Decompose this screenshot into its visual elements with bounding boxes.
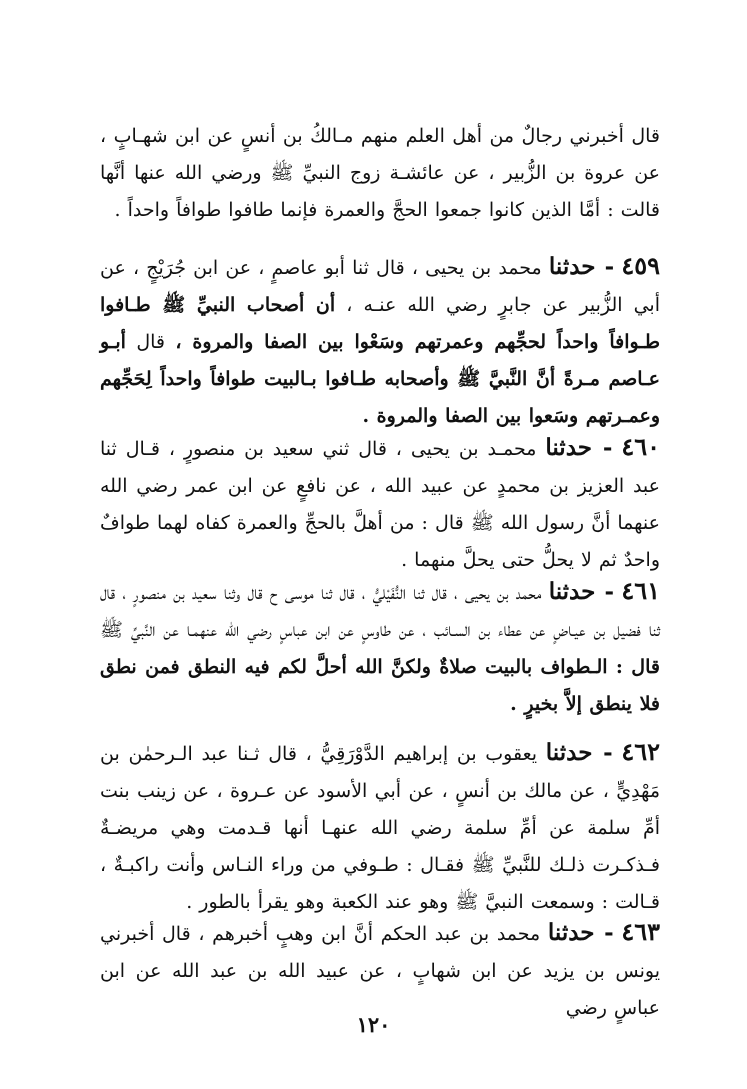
hadith-text: محمد بن يحيى ، قال ثنا النُّفَيْليُّ ، قال ثنا موسى ح قال وثنا سعيد بن منصورٍ ، قال ثنا فضيل بن عيـاضٍ عن عطاء بن السـائب ، عن طاوسٍ عن ابن عباسٍ رضي الله عنهمـا عن النَّبيِّ ﷺ [100,582,660,641]
hadith-bold-text: أن أصحاب النبيِّ ﷺ طـافوا طـوافاً واحداً لحجِّهم وعمرتهم وسَعْوا بين الصفا والمروة ، [100,294,660,353]
hadith-text: محمد بن عبد الحكم أنَّ ابن وهبٍ أخبرهم ، قال أخبرني يونس بن يزيد عن ابن شهابٍ ، عن عبيد الله بن عبد الله عن ابن عباسٍ رضي [100,923,660,1019]
hadith-number: ٤٦٣ [621,917,660,946]
hadith-keyword: حدثنا [547,919,595,946]
hadith-461: ٤٦١ - حدثنا محمد بن يحيى ، قال ثنا النُّفَيْليُّ ، قال ثنا موسى ح قال وثنا سعيد بن منصورٍ ، قال ثنا فضيل بن عيـاضٍ عن عطاء بن السـائب ، عن طاوسٍ عن ابن عباسٍ رضي الله عنهمـا عن النَّبيِّ ﷺ قال : الـطواف بالبيت صلاةٌ ولكنَّ الله أحلَّ لكم فيه النطق فمن نطق فلا ينطق إلاَّ بخيرٍ . [100,576,660,715]
hadith-463: ٤٦٣ - حدثنا محمد بن عبد الحكم أنَّ ابن وهبٍ أخبرهم ، قال أخبرني يونس بن يزيد عن ابن شهابٍ ، عن عبيد الله بن عبد الله عن ابن عباسٍ رضي [100,917,660,1019]
hadith-number: ٤٦٢ [621,737,661,766]
paragraph-text: قال أخبرني رجالٌ من أهل العلم منهم مـالكُ بن أنسٍ عن ابن شهـابٍ ، عن عروة بن الزُّبير ، عن عائشـة زوج النبيِّ ﷺ ورضي الله عنها أنَّها قالت : أمَّا الذين كانوا جمعوا الحجَّ والعمرة فإنما طافوا طوافاً واحداً . [100,125,660,221]
hadith-keyword: حدثنا [545,434,592,461]
hadith-bold-text: قال : الـطواف بالبيت صلاةٌ ولكنَّ الله أحلَّ لكم فيه النطق فمن نطق فلا ينطق إلاَّ بخيرٍ . [100,656,660,715]
hadith-number: ٤٥٩ [621,251,661,280]
paragraph-intro [100,118,660,229]
hadith-462: ٤٦٢ - حدثنا يعقوب بن إبراهيم الدَّوْرَقِيُّ ، قال ثـنا عبد الـرحمٰن بن مَهْدِيٍّ ، عن مالك بن أنسٍ ، عن أبي الأسود عن عـروة ، عن زينب بنت أمِّ سلمة عن أمِّ سلمة رضي الله عنهـا أنها قـدمت وهي مريضـةٌ فـذكـرت ذلـك للنَّبيِّ ﷺ فقـال : طـوفي من وراء النـاس وأنت راكبـةٌ ، قـالت : وسمعت النبيَّ ﷺ وهو عند الكعبة وهو يقرأ بالطور . [100,737,661,913]
hadith-text-2: قال [136,331,165,353]
hadith-number: ٤٦٠ [621,432,660,461]
hadith-460: ٤٦٠ - حدثنا محمـد بن يحيى ، قال ثني سعيد بن منصورٍ ، قـال ثنا عبد العزيز بن محمدٍ عن عبيد الله ، عن نافعٍ عن ابن عمر رضي الله عنهما أنَّ رسول الله ﷺ قال : من أهلَّ بالحجِّ والعمرة كفاه لهما طوافٌ واحدٌ ثم لا يحلُّ حتى يحلَّ منهما . [100,432,660,571]
hadith-keyword: حدثنا [548,578,596,605]
hadith-text: يعقوب بن إبراهيم الدَّوْرَقِيُّ ، قال ثـنا عبد الـرحمٰن بن مَهْدِيٍّ ، عن مالك بن أنسٍ ، عن أبي الأسود عن عـروة ، عن زينب بنت أمِّ سلمة عن أمِّ سلمة رضي الله عنهـا أنها قـدمت وهي مريضـةٌ فـذكـرت ذلـك للنَّبيِّ ﷺ فقـال : طـوفي من وراء النـاس وأنت راكبـةٌ ، قـالت : وسمعت النبيَّ ﷺ وهو عند الكعبة وهو يقرأ بالطور . [100,743,660,913]
hadith-text: محمد بن يحيى ، قال ثنا أبو عاصمٍ ، عن ابن جُرَيْجٍ ، عن أبي الزُّبير عن جابرٍ رضي الله عنـه ، [100,257,660,316]
hadith-number: ٤٦١ [621,576,660,605]
hadith-text: محمـد بن يحيى ، قال ثني سعيد بن منصورٍ ، قـال ثنا عبد العزيز بن محمدٍ عن عبيد الله ، عن نافعٍ عن ابن عمر رضي الله عنهما أنَّ رسول الله ﷺ قال : من أهلَّ بالحجِّ والعمرة كفاه لهما طوافٌ واحدٌ ثم لا يحلُّ حتى يحلَّ منهما . [100,438,660,571]
hadith-bold-text-2: أبـو عـاصم مـرةً أنَّ النَّبيَّ ﷺ وأصحابه طـافوا بـالبيت طوافاً واحداً لِحَجِّهم وعمـرتهم وسَعوا بين الصفا والمروة . [100,331,660,427]
hadith-keyword: حدثنا [545,739,593,766]
hadith-keyword: حدثنا [548,253,596,280]
page-number: ١٢٠ [356,1012,391,1037]
hadith-459: ٤٥٩ - حدثنا محمد بن يحيى ، قال ثنا أبو عاصمٍ ، عن ابن جُرَيْجٍ ، عن أبي الزُّبير عن جابرٍ رضي الله عنـه ، أن أصحاب النبيِّ ﷺ طـافوا طـوافاً واحداً لحجِّهم وعمرتهم وسَعْوا بين الصفا والمروة ، قال أبـو عـاصم مـرةً أنَّ النَّبيَّ ﷺ وأصحابه طـافوا بـالبيت طوافاً واحداً لِحَجِّهم وعمـرتهم وسَعوا بين الصفا والمروة . [100,251,661,427]
